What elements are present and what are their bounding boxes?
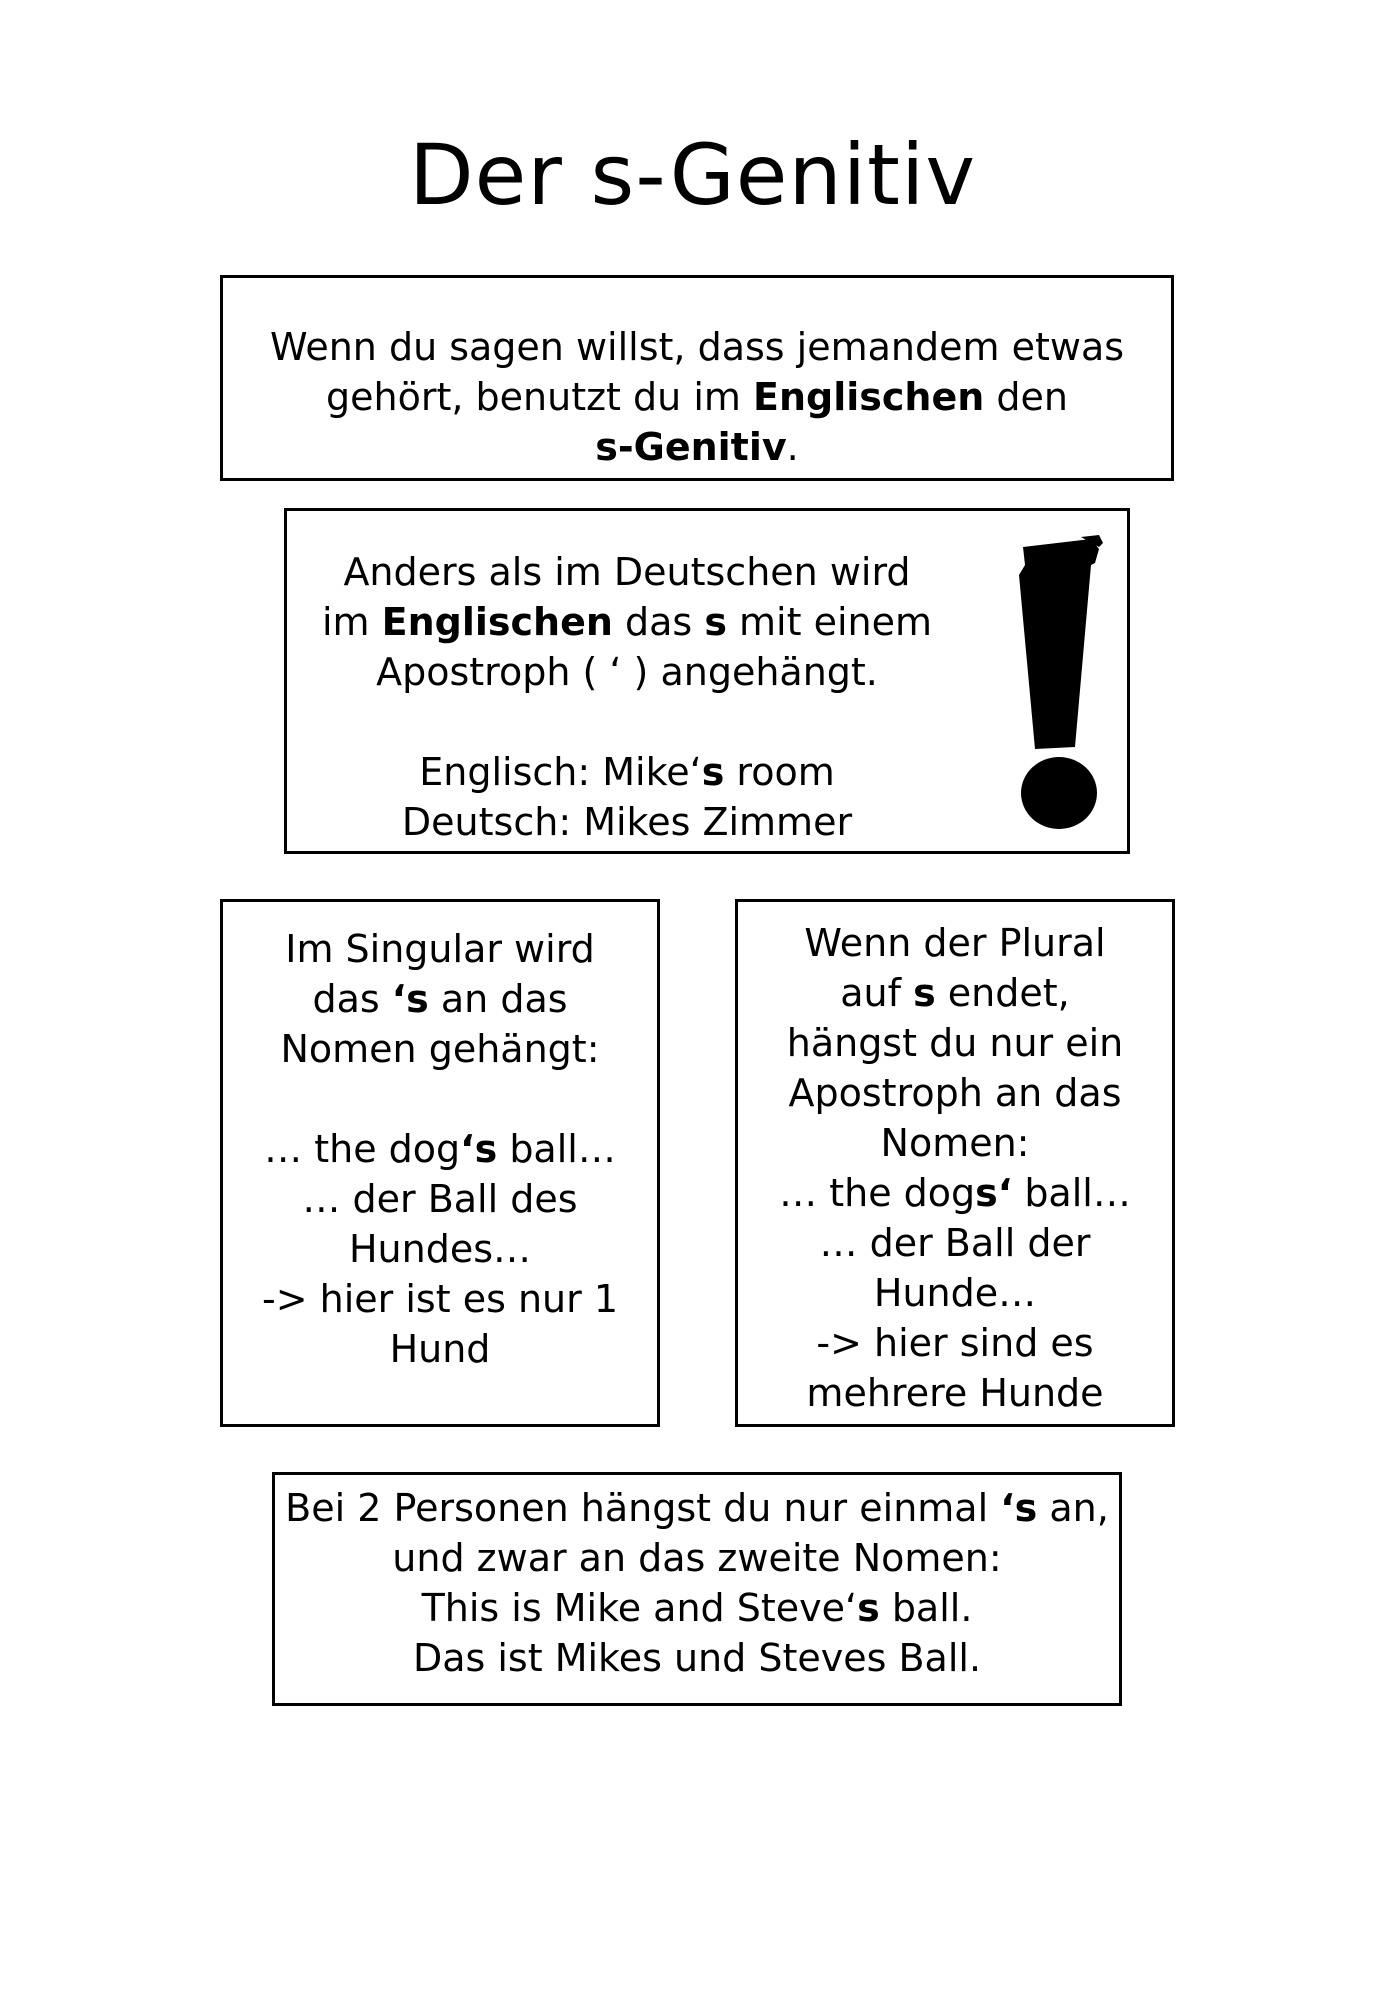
singular-spacer (223, 1074, 657, 1124)
intro-line-3-bold: s-Genitiv (595, 425, 787, 469)
two-persons-example-a: This is Mike and Steve‘ (421, 1586, 858, 1630)
note-line-3: Apostroph ( ‘ ) angehängt. (376, 650, 878, 694)
singular-line-2-c: an das (428, 977, 568, 1021)
singular-box (220, 899, 660, 1427)
two-persons-example-bold: s (857, 1586, 880, 1630)
note-line-2-bold-a: Englischen (381, 600, 613, 644)
note-example-german: Deutsch: Mikes Zimmer (401, 800, 853, 844)
intro-line-2-part-a: gehört, benutzt du im (326, 375, 753, 419)
plural-line-1: Wenn der Plural (804, 921, 1106, 965)
plural-line-2-c: endet, (935, 971, 1070, 1015)
note-line-1: Anders als im Deutschen wird (343, 550, 911, 594)
intro-line-1: Wenn du sagen willst, dass jemandem etwas (269, 325, 1125, 369)
intro-text (223, 322, 1171, 472)
exclamation-icon (1015, 535, 1105, 835)
singular-text (223, 924, 657, 1374)
plural-example-c: ball… (1012, 1171, 1131, 1215)
plural-example-english (738, 1168, 1172, 1218)
apostrophe-note-box (284, 508, 1130, 854)
two-persons-example-c: ball. (879, 1586, 973, 1630)
singular-note-2: Hund (389, 1327, 491, 1371)
note-line-2-part-a: im (321, 600, 382, 644)
plural-line-3: hängst du nur ein (786, 1021, 1124, 1065)
intro-line-2 (223, 372, 1171, 422)
plural-example-a: … the dog (779, 1171, 976, 1215)
two-persons-example-english (275, 1583, 1119, 1633)
two-persons-line-1 (275, 1483, 1119, 1533)
singular-example-german-1: … der Ball des (302, 1177, 578, 1221)
two-persons-text (275, 1483, 1119, 1683)
note-example-english-a: Englisch: Mike‘ (419, 750, 702, 794)
singular-example-bold: ‘s (460, 1127, 498, 1171)
intro-line-3 (223, 422, 1171, 472)
singular-line-2-a: das (312, 977, 392, 1021)
singular-line-1: Im Singular wird (285, 927, 595, 971)
apostrophe-note-text (307, 547, 947, 847)
singular-example-german-2: Hundes… (348, 1227, 532, 1271)
singular-example-english (223, 1124, 657, 1174)
plural-line-5: Nomen: (880, 1121, 1030, 1165)
plural-example-bold: s‘ (975, 1171, 1013, 1215)
intro-line-3-period: . (786, 425, 799, 469)
two-persons-box (272, 1472, 1122, 1706)
two-persons-line-2: und zwar an das zweite Nomen: (392, 1536, 1002, 1580)
plural-note-1: -> hier sind es (816, 1321, 1094, 1365)
singular-line-2 (223, 974, 657, 1024)
note-example-english-c: room (724, 750, 835, 794)
plural-text (738, 918, 1172, 1418)
intro-line-2-part-c: den (984, 375, 1068, 419)
two-persons-line-1-bold: ‘s (1000, 1486, 1038, 1530)
plural-example-german-1: … der Ball der (819, 1221, 1091, 1265)
note-example-english-bold: s (701, 750, 725, 794)
plural-line-2-a: auf (840, 971, 914, 1015)
singular-line-2-bold: ‘s (391, 977, 429, 1021)
plural-box (735, 899, 1175, 1427)
note-line-2-part-e: mit einem (726, 600, 932, 644)
plural-example-german-2: Hunde… (873, 1271, 1037, 1315)
singular-example-a: … the dog (264, 1127, 461, 1171)
note-line-2-bold-s: s (704, 600, 727, 644)
page-title: Der s-Genitiv (408, 126, 977, 224)
two-persons-line-1-c: an, (1037, 1486, 1109, 1530)
note-spacer (307, 697, 947, 747)
plural-note-2: mehrere Hunde (806, 1371, 1104, 1415)
intro-line-2-bold: Englischen (752, 375, 985, 419)
two-persons-line-1-a: Bei 2 Personen hängst du nur einmal (285, 1486, 1001, 1530)
note-line-2-part-c: das (612, 600, 705, 644)
singular-note-1: -> hier ist es nur 1 (262, 1277, 618, 1321)
two-persons-example-german: Das ist Mikes und Steves Ball. (412, 1636, 982, 1680)
plural-line-4: Apostroph an das (788, 1071, 1122, 1115)
singular-example-c: ball… (497, 1127, 616, 1171)
plural-line-2-bold: s (913, 971, 936, 1015)
note-line-2 (307, 597, 947, 647)
singular-line-3: Nomen gehängt: (280, 1027, 600, 1071)
note-example-english (307, 747, 947, 797)
intro-box (220, 275, 1174, 481)
plural-line-2 (738, 968, 1172, 1018)
